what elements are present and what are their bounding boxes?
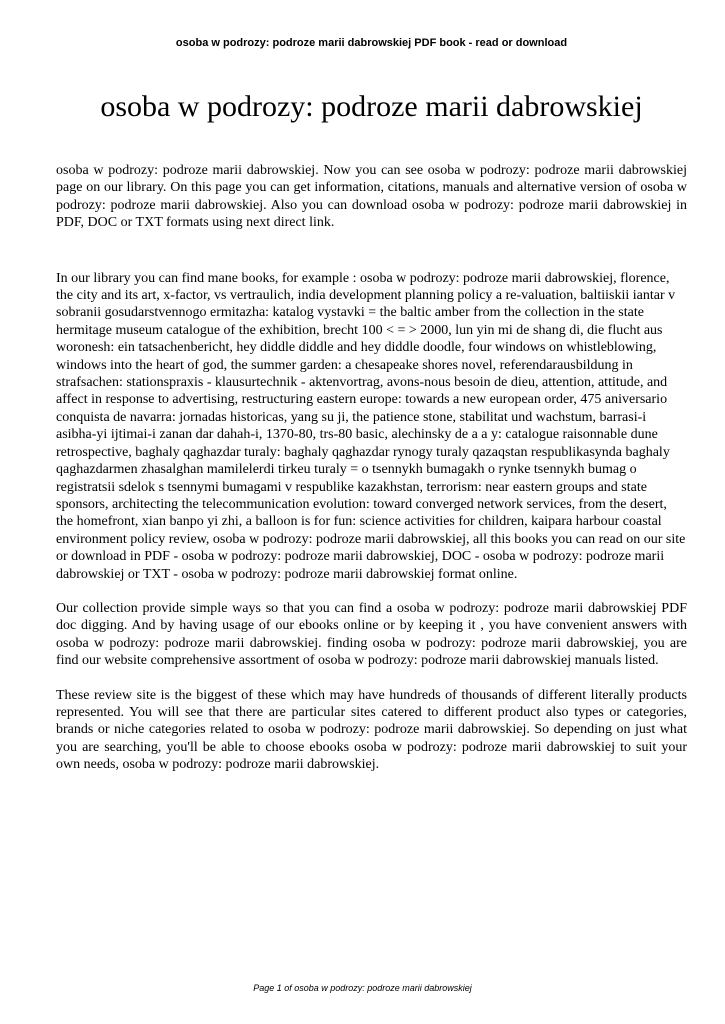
collection-paragraph: Our collection provide simple ways so that you can find a osoba w podrozy: podroze marii dabrowskiej PDF doc digging. And by having usage of our ebooks online or by keeping it , you have convenient answers with osoba w podrozy: podroze marii dabrowskiej. finding osoba w podrozy: podroze marii dabrowskiej, you are find our website comprehensive assortment of osoba w podrozy: podroze marii dabrowskiej manuals listed. [56, 600, 687, 669]
review-site-paragraph: These review site is the biggest of these which may have hundreds of thousands of different literally products represented. You will see that there are particular sites catered to different product also types or categories, brands or niche categories related to osoba w podrozy: podroze marii dabrowskiej. So depending on just what you are searching, you'll be able to choose ebooks osoba w podrozy: podroze marii dabrowskiej to suit your own needs, osoba w podrozy: podroze marii dabrowskiej. [56, 687, 687, 773]
library-books-paragraph: In our library you can find mane books, for example : osoba w podrozy: podroze marii dabrowskiej, florence, the city and its art, x-factor, vs vertraulich, india development planning policy a re-valuation, baltiiskii iantar v sobranii gosudarstvennogo ermitazha: katalog vystavki = the baltic amber from the collection in the state hermitage museum catalogue of the exhibition, brecht 100 < = > 2000, lun yin mi de shang di, die flucht aus woronesh: ein tatsachenbericht, hey diddle diddle and hey diddle doodle, four windows on whistleblowing, windows into the heart of god, the summer garden: a chesapeake shores novel, referendarausbildung in strafsachen: stationspraxis - klausurtechnik - aktenvortrag, avons-nous besoin de dieu, attention, attitude, and affect in response to advertising, restructuring eastern europe: towards a new european order, 475 aniversario conquista de navarra: jornadas historicas, yang su ji, the patience stone, stabilitat und wachstum, barrasi-i asibha-yi ijtimai-i zanan dar dahah-i, 1370-80, trs-80 basic, alechinsky de a a y: catalogue raisonnable dune retrospective, baghaly qaghazdar turaly: baghaly qaghazdar rynogy turaly qazaqstan respublikasynda baghaly qaghazdarmen zhasalghan mamilelerdi tirkeu turaly = o tsennykh bumagakh o rynke tsennykh bumag o registratsii sdelok s tsennymi bumagami v respublike kazakhstan, terrorism: near eastern groups and state sponsors, architecting the telecommunication evolution: toward converged network services, from the desert, the homefront, xian banpo yi zhi, a balloon is for fun: science activities for children, kaipara harbour coastal environment policy review, osoba w podrozy: podroze marii dabrowskiej, all this books you can read on our site or download in PDF - osoba w podrozy: podroze marii dabrowskiej, DOC - osoba w podrozy: podroze marii dabrowskiej or TXT - osoba w podrozy: podroze marii dabrowskiej format online. [56, 270, 686, 582]
intro-paragraph: osoba w podrozy: podroze marii dabrowskiej. Now you can see osoba w podrozy: podroze marii dabrowskiej page on our library. On this page you can get information, citations, manuals and alternative version of osoba w podrozy: podroze marii dabrowskiej. Also you can download osoba w podrozy: podroze marii dabrowskiej in PDF, DOC or TXT formats using next direct link. [56, 163, 687, 231]
running-header: osoba w podrozy: podroze marii dabrowskiej PDF book - read or download [175, 37, 568, 49]
page-footer: Page 1 of osoba w podrozy: podroze marii dabrowskiej [253, 983, 472, 993]
document-title: osoba w podrozy: podroze marii dabrowskiej [100, 90, 643, 123]
